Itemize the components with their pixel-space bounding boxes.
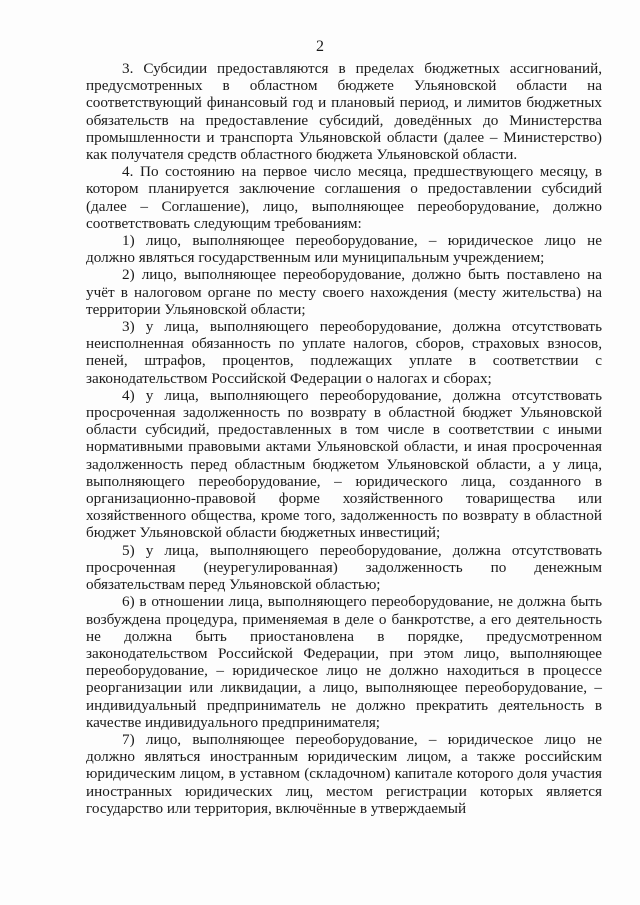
requirement-7: 7) лицо, выполняющее переоборудование, – юридическое лицо не должно являться иностранным юридическим лицом, а также российским юридическим лицом, в уставном (складочном) капитале которого доля участия иностранных юридических лиц, местом регистрации которых является государство или территория, включённые в утверждаемый <box>86 730 602 817</box>
requirement-1: 1) лицо, выполняющее переоборудование, – юридическое лицо не должно являться государственным или муниципальным учреждением; <box>86 232 602 267</box>
paragraph-item-4: 4. По состоянию на первое число месяца, предшествующего месяцу, в котором планируется заключение соглашения о предоставлении субсидий (далее – Соглашение), лицо, выполняющее переоборудование, должно соответствовать следующим требованиям: <box>86 163 602 232</box>
requirement-5: 5) у лица, выполняющего переоборудование, должна отсутствовать просроченная (неурегулированная) задолженность по денежным обязательствам перед Ульяновской областью; <box>86 541 602 594</box>
requirement-3: 3) у лица, выполняющего переоборудование, должна отсутствовать неисполненная обязанность по уплате налогов, сборов, страховых взносов, пеней, штрафов, процентов, подлежащих уплате в соответствии с законодательством Российской Федерации о налогах и сборах; <box>86 318 602 387</box>
page-number: 2 <box>316 38 324 55</box>
document-body <box>86 60 602 817</box>
requirement-4: 4) у лица, выполняющего переоборудование, должна отсутствовать просроченная задолженность по возврату в областной бюджет Ульяновской области субсидий, предоставленных в том числе в соответствии с иными нормативными правовыми актами Ульяновской области, и иная просроченная задолженность перед областным бюджетом Ульяновской области, а у лица, выполняющего переоборудование, – юридического лица, созданного в организационно-правовой форме хозяйственного товарищества или хозяйственного общества, кроме того, задолженность по возврату в областной бюджет Ульяновской области бюджетных инвестиций; <box>86 386 602 542</box>
paragraph-item-3: 3. Субсидии предоставляются в пределах бюджетных ассигнований, предусмотренных в областном бюджете Ульяновской области на соответствующий финансовый год и плановый период, и лимитов бюджетных обязательств на предоставление субсидий, доведённых до Министерства промышленности и транспорта Ульяновской области (далее – Министерство) как получателя средств областного бюджета Ульяновской области. <box>86 60 602 164</box>
requirement-2: 2) лицо, выполняющее переоборудование, должно быть поставлено на учёт в налоговом органе по месту своего нахождения (месту жительства) на территории Ульяновской области; <box>86 266 602 318</box>
requirement-6: 6) в отношении лица, выполняющего переоборудование, не должна быть возбуждена процедура, применяемая в деле о банкротстве, а его деятельность не должна быть приостановлена в порядке, предусмотренном законодательством Российской Федерации, при этом лицо, выполняющее переоборудование, – юридическое лицо не должно находиться в процессе реорганизации или ликвидации, а лицо, выполняющее переоборудование, – индивидуальный предприниматель не должно прекратить деятельность в качестве индивидуального предпринимателя; <box>86 593 602 731</box>
